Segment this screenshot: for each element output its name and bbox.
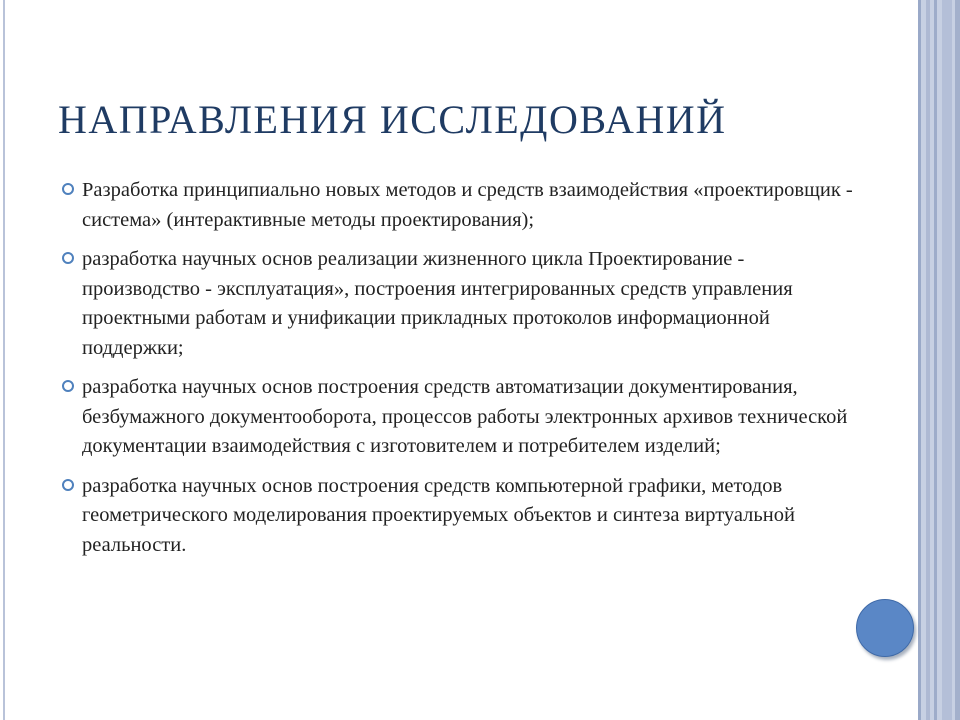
bullet-item [62,245,862,363]
bullet-item [62,373,862,462]
stripe [926,0,930,720]
bullet-list [62,176,862,570]
bullet-text: разработка научных основ реализации жизненного цикла Проектирование - производство - эксплуатация», построения интегрированных средств управления проектными работам и унификации прикладных протоколов информационной поддержки; [82,248,793,359]
hollow-circle-bullet-icon [62,252,74,264]
hollow-circle-bullet-icon [62,479,74,491]
hollow-circle-bullet-icon [62,183,74,195]
bullet-text: Разработка принципиально новых методов и средств взаимодействия «проектировщик - система» (интерактивные методы проектирования); [82,179,853,231]
left-border-line [3,0,5,720]
slide-title: НАПРАВЛЕНИЯ ИССЛЕДОВАНИЙ [58,97,727,142]
bullet-text: разработка научных основ построения средств компьютерной графики, методов геометрического моделирования проектируемых объектов и синтеза виртуальной реальности. [82,474,795,556]
bullet-item [62,176,862,235]
stripe [918,0,921,720]
decorative-stripes [918,0,960,720]
hollow-circle-bullet-icon [62,380,74,392]
stripe [934,0,937,720]
bullet-text: разработка научных основ построения средств автоматизации документирования, безбумажного документооборота, процессов работы электронных архивов технической документации взаимодействия с изготовителем и потребителем изделий; [82,376,848,457]
stripe [942,0,952,720]
stripe [955,0,960,720]
decorative-blue-circle [856,599,914,657]
bullet-item [62,472,862,561]
